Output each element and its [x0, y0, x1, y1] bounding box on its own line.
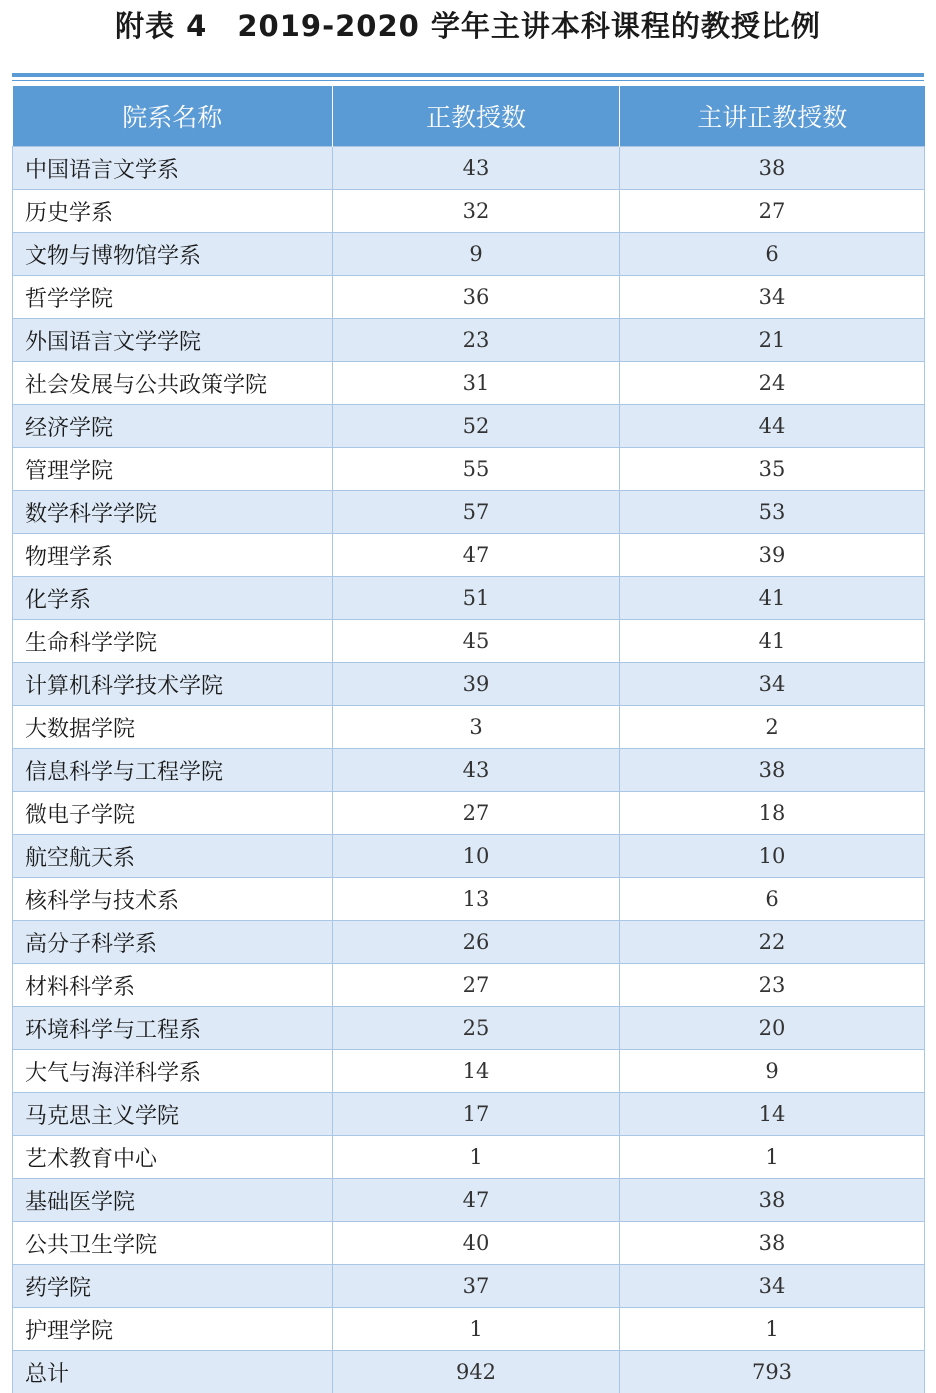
professors-count-cell: 43: [333, 147, 620, 190]
department-name-cell: 数学科学学院: [13, 491, 333, 534]
teaching-professors-count-cell: 18: [620, 792, 925, 835]
teaching-professors-count-cell: 39: [620, 534, 925, 577]
professors-count-cell: 26: [333, 921, 620, 964]
professors-count-cell: 40: [333, 1222, 620, 1265]
professors-count-cell: 43: [333, 749, 620, 792]
department-name-cell: 管理学院: [13, 448, 333, 491]
professors-count-cell: 57: [333, 491, 620, 534]
teaching-professors-count-cell: 34: [620, 276, 925, 319]
teaching-professors-count-cell: 27: [620, 190, 925, 233]
title-rule-thin: [12, 80, 924, 81]
professors-count-cell: 942: [333, 1351, 620, 1393]
professors-count-cell: 25: [333, 1007, 620, 1050]
professors-count-cell: 27: [333, 792, 620, 835]
professors-count-cell: 55: [333, 448, 620, 491]
professors-count-cell: 23: [333, 319, 620, 362]
table-row: [13, 1179, 925, 1222]
teaching-professors-count-cell: 34: [620, 663, 925, 706]
teaching-professors-count-cell: 38: [620, 1222, 925, 1265]
teaching-professors-count-cell: 53: [620, 491, 925, 534]
department-name-cell: 经济学院: [13, 405, 333, 448]
professors-count-cell: 47: [333, 1179, 620, 1222]
department-name-cell: 哲学学院: [13, 276, 333, 319]
teaching-professors-count-cell: 1: [620, 1308, 925, 1351]
department-name-cell: 高分子科学系: [13, 921, 333, 964]
professors-count-cell: 52: [333, 405, 620, 448]
department-name-cell: 艺术教育中心: [13, 1136, 333, 1179]
table-header-row: [13, 86, 925, 147]
table-row: [13, 835, 925, 878]
department-name-cell: 大数据学院: [13, 706, 333, 749]
department-name-cell: 药学院: [13, 1265, 333, 1308]
table-row: [13, 663, 925, 706]
header-teaching-professors: 主讲正教授数: [620, 86, 925, 147]
professors-count-cell: 1: [333, 1136, 620, 1179]
professors-count-cell: 36: [333, 276, 620, 319]
title-rule-thick: [12, 73, 924, 77]
teaching-professors-count-cell: 9: [620, 1050, 925, 1093]
department-name-cell: 文物与博物馆学系: [13, 233, 333, 276]
teaching-professors-count-cell: 10: [620, 835, 925, 878]
header-professors: 正教授数: [333, 86, 620, 147]
table-row: [13, 491, 925, 534]
teaching-professors-count-cell: 35: [620, 448, 925, 491]
table-body: [13, 147, 925, 1393]
table-row: [13, 190, 925, 233]
header-department: 院系名称: [13, 86, 333, 147]
teaching-professors-count-cell: 41: [620, 577, 925, 620]
teaching-professors-count-cell: 21: [620, 319, 925, 362]
table-row: [13, 534, 925, 577]
page-title: 附表 4 2019-2020 学年主讲本科课程的教授比例: [0, 4, 936, 48]
department-name-cell: 环境科学与工程系: [13, 1007, 333, 1050]
professor-ratio-table: [12, 86, 925, 1393]
professors-count-cell: 10: [333, 835, 620, 878]
department-name-cell: 历史学系: [13, 190, 333, 233]
teaching-professors-count-cell: 38: [620, 749, 925, 792]
teaching-professors-count-cell: 22: [620, 921, 925, 964]
teaching-professors-count-cell: 41: [620, 620, 925, 663]
department-name-cell: 计算机科学技术学院: [13, 663, 333, 706]
teaching-professors-count-cell: 14: [620, 1093, 925, 1136]
department-name-cell: 外国语言文学学院: [13, 319, 333, 362]
department-name-cell: 社会发展与公共政策学院: [13, 362, 333, 405]
table-row: [13, 577, 925, 620]
teaching-professors-count-cell: 793: [620, 1351, 925, 1393]
table-row: [13, 921, 925, 964]
table-row: [13, 1222, 925, 1265]
table-row: [13, 405, 925, 448]
table-row: [13, 1050, 925, 1093]
professors-count-cell: 47: [333, 534, 620, 577]
department-name-cell: 中国语言文学系: [13, 147, 333, 190]
table-row: [13, 1007, 925, 1050]
table-row: [13, 749, 925, 792]
professors-count-cell: 39: [333, 663, 620, 706]
professors-count-cell: 3: [333, 706, 620, 749]
table-row: [13, 1265, 925, 1308]
table-row: [13, 878, 925, 921]
table-row: [13, 233, 925, 276]
department-name-cell: 核科学与技术系: [13, 878, 333, 921]
teaching-professors-count-cell: 2: [620, 706, 925, 749]
professors-count-cell: 9: [333, 233, 620, 276]
department-name-cell: 化学系: [13, 577, 333, 620]
professors-count-cell: 14: [333, 1050, 620, 1093]
teaching-professors-count-cell: 20: [620, 1007, 925, 1050]
table-row: [13, 362, 925, 405]
teaching-professors-count-cell: 34: [620, 1265, 925, 1308]
department-name-cell: 护理学院: [13, 1308, 333, 1351]
table-container: [12, 86, 924, 1366]
department-name-cell: 大气与海洋科学系: [13, 1050, 333, 1093]
teaching-professors-count-cell: 44: [620, 405, 925, 448]
professors-count-cell: 27: [333, 964, 620, 1007]
table-row: [13, 964, 925, 1007]
professors-count-cell: 45: [333, 620, 620, 663]
teaching-professors-count-cell: 6: [620, 233, 925, 276]
table-total-row: [13, 1351, 925, 1393]
teaching-professors-count-cell: 6: [620, 878, 925, 921]
professors-count-cell: 1: [333, 1308, 620, 1351]
teaching-professors-count-cell: 23: [620, 964, 925, 1007]
table-row: [13, 276, 925, 319]
department-name-cell: 总计: [13, 1351, 333, 1393]
teaching-professors-count-cell: 24: [620, 362, 925, 405]
department-name-cell: 航空航天系: [13, 835, 333, 878]
professors-count-cell: 51: [333, 577, 620, 620]
table-row: [13, 1093, 925, 1136]
professors-count-cell: 32: [333, 190, 620, 233]
teaching-professors-count-cell: 1: [620, 1136, 925, 1179]
department-name-cell: 生命科学学院: [13, 620, 333, 663]
department-name-cell: 信息科学与工程学院: [13, 749, 333, 792]
table-row: [13, 620, 925, 663]
department-name-cell: 基础医学院: [13, 1179, 333, 1222]
department-name-cell: 材料科学系: [13, 964, 333, 1007]
table-row: [13, 147, 925, 190]
department-name-cell: 马克思主义学院: [13, 1093, 333, 1136]
department-name-cell: 公共卫生学院: [13, 1222, 333, 1265]
table-row: [13, 319, 925, 362]
table-row: [13, 1308, 925, 1351]
teaching-professors-count-cell: 38: [620, 147, 925, 190]
table-row: [13, 1136, 925, 1179]
table-row: [13, 706, 925, 749]
department-name-cell: 物理学系: [13, 534, 333, 577]
professors-count-cell: 13: [333, 878, 620, 921]
teaching-professors-count-cell: 38: [620, 1179, 925, 1222]
department-name-cell: 微电子学院: [13, 792, 333, 835]
professors-count-cell: 31: [333, 362, 620, 405]
table-row: [13, 792, 925, 835]
table-row: [13, 448, 925, 491]
professors-count-cell: 37: [333, 1265, 620, 1308]
professors-count-cell: 17: [333, 1093, 620, 1136]
